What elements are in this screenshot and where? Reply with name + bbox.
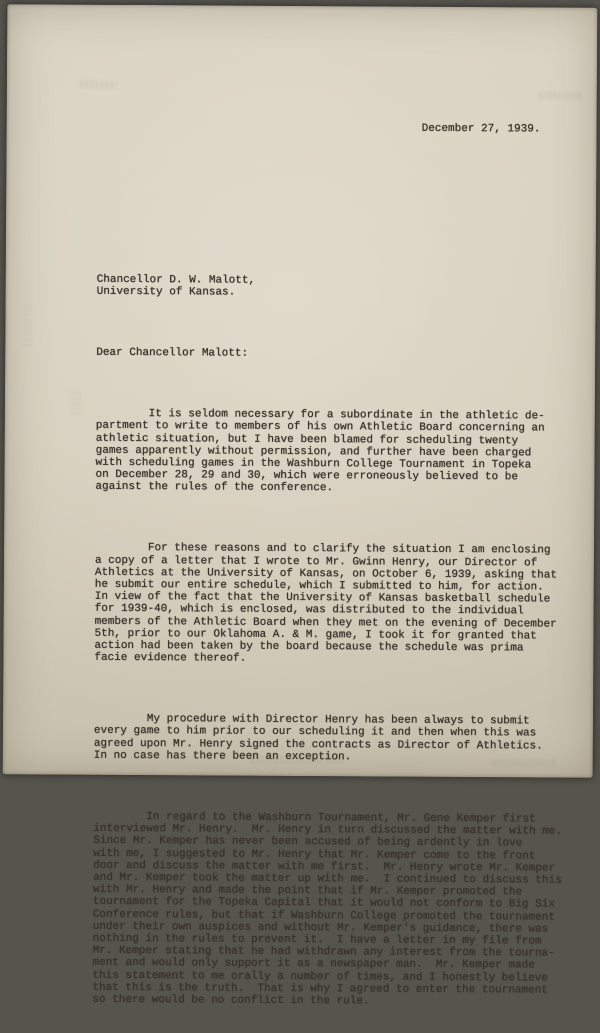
letter-date: December 27, 1939. (421, 123, 541, 136)
ink-ghost-mark (539, 91, 581, 99)
paragraph-washburn-tournament: In regard to the Washburn Tournament, Mr. Gene Kemper first interviewed Mr. Henry. Mr. Henry in turn discussed the matter with me. Since Mr. Kemper has never been accused of being ardently in love with me, I suggested to Mr. Henry that Mr. Kemper come to the front door and discuss the matter with me first. Mr. Henry wrote Mr. Kemper and Mr. Kemper took the matter up with me. I continued to discuss this with Mr. Henry and made the point that if Mr. Kemper promoted the tournament for the Topeka Capital that it would not conform to Big Six Conference rules, but that if Washburn College promoted the tournament under their own auspices and without Mr. Kemper's guidance, there was nothing in the rules to prevent it. I have a letter in my file from Mr. Kemper stating that he had withdrawn any interest from the tourna- ment and would only support it as a newspaper man. Mr. Kemper made this statement to me orally a number of times, and I honestly believe that this is the truth. That is why I agreed to enter the tournament so there would be no conflict in the rule. (92, 810, 563, 1008)
letter-page (3, 4, 598, 1008)
recipient-address: Chancellor D. W. Malott, University of Kansas. (96, 273, 256, 300)
ink-ghost-mark (81, 80, 117, 89)
paragraph-procedure-with-director: My procedure with Director Henry has been always to submit every game to him prior to our scheduling it and then when this was agreed upon Mr. Henry signed the contracts as Director of Athletics. In no case has there been an exception. (93, 713, 543, 764)
letter-body (92, 97, 592, 1033)
ink-ghost-mark (23, 304, 31, 346)
paragraph-scheduling-accusation: It is seldom necessary for a subordinate in the athletic de- partment to write to members of his own Athletic Board concerning an athletic situation, but I have been blamed for scheduling twenty games apparently without permission, and further have been charged with scheduling games in the Washburn College Tournament in Topeka on December 28, 29 and 30, which were erroneously believed to be against the rules of the conference. (95, 407, 545, 495)
paragraph-enclosed-letter-explanation: For these reasons and to clarify the situation I am enclosing a copy of a letter that I wrote to Mr. Gwinn Henry, our Director of Athletics at the University of Kansas, on October 6, 1939, asking that he submit our entire schedule, which I submitted to him, for action. In view of the fact that the University of Kansas basketball schedule for 1939-40, which is enclosed, was distributed to the individual members of the Athletic Board when they met on the evening of December 5th, prior to our Oklahoma A. & M. game, I took it for granted that action had been taken by the board because the schedule was prima facie evidence thereof. (94, 542, 557, 665)
salutation: Dear Chancellor Malott: (96, 346, 249, 360)
ink-ghost-mark (71, 389, 81, 415)
